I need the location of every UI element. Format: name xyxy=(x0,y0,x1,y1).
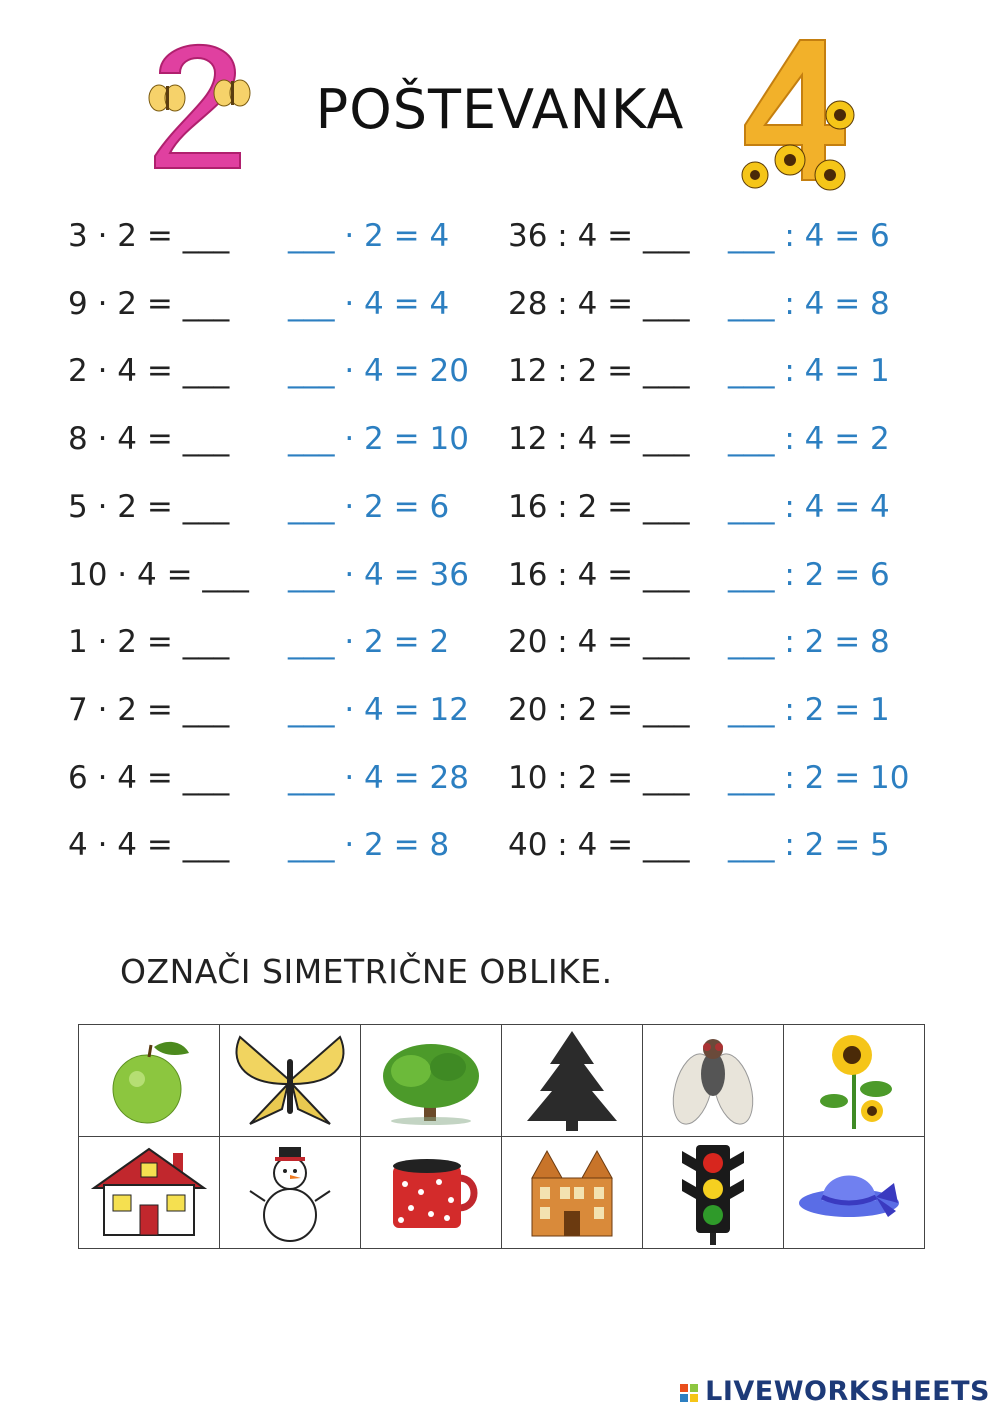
division-exercise[interactable]: 16 : 2 = ___ xyxy=(508,488,690,525)
missing-factor-exercise[interactable]: ___ · 4 = 20 xyxy=(288,353,469,390)
division-exercise[interactable]: 20 : 4 = ___ xyxy=(508,624,690,661)
division-exercise[interactable]: 40 : 4 = ___ xyxy=(508,827,690,864)
grid-cell-fir-tree[interactable] xyxy=(502,1025,643,1137)
division-exercise[interactable]: 12 : 2 = ___ xyxy=(508,353,690,390)
logo-squares-icon xyxy=(679,1383,701,1403)
multiplication-exercise[interactable]: 7 · 2 = ___ xyxy=(68,691,230,728)
division-exercise[interactable]: 16 : 4 = ___ xyxy=(508,556,690,593)
division-exercise[interactable]: 12 : 4 = ___ xyxy=(508,421,690,458)
multiplication-exercise[interactable]: 3 · 2 = ___ xyxy=(68,218,230,254)
multiplication-exercise[interactable]: 5 · 2 = ___ xyxy=(68,488,230,525)
orange-four-sunflowers-icon xyxy=(730,30,870,200)
brand-text: LIVEWORKSHEETS xyxy=(705,1376,990,1407)
fir-tree-silhouette-icon xyxy=(522,1029,622,1133)
missing-dividend-exercise[interactable]: ___ : 2 = 8 xyxy=(728,624,890,661)
missing-factor-exercise[interactable]: ___ · 2 = 2 xyxy=(288,624,450,661)
grid-cell-tree[interactable] xyxy=(361,1025,502,1137)
division-exercise[interactable]: 10 : 2 = ___ xyxy=(508,759,690,796)
missing-factor-exercise[interactable]: ___ · 2 = 4 xyxy=(288,218,450,254)
page-title: POŠTEVANKA xyxy=(315,78,685,141)
grid-cell-sunflower[interactable] xyxy=(784,1025,925,1137)
liveworksheets-logo xyxy=(679,1376,990,1407)
missing-dividend-exercise[interactable]: ___ : 4 = 8 xyxy=(728,285,890,322)
grid-cell-traffic-light[interactable] xyxy=(643,1137,784,1249)
traffic-light-icon xyxy=(678,1141,748,1245)
multiplication-exercise[interactable]: 1 · 2 = ___ xyxy=(68,624,230,661)
multiplication-exercise[interactable]: 8 · 4 = ___ xyxy=(68,421,230,458)
sunflower-icon xyxy=(804,1029,904,1133)
grid-cell-hat[interactable] xyxy=(784,1137,925,1249)
missing-factor-exercise[interactable]: ___ · 2 = 8 xyxy=(288,827,450,864)
division-exercise[interactable]: 36 : 4 = ___ xyxy=(508,218,690,254)
grid-cell-snowman[interactable] xyxy=(220,1137,361,1249)
missing-dividend-exercise[interactable]: ___ : 2 = 5 xyxy=(728,827,890,864)
division-exercise[interactable]: 28 : 4 = ___ xyxy=(508,285,690,322)
missing-dividend-exercise[interactable]: ___ : 4 = 2 xyxy=(728,421,890,458)
grid-cell-mug[interactable] xyxy=(361,1137,502,1249)
multiplication-exercise[interactable]: 9 · 2 = ___ xyxy=(68,285,230,322)
house-icon xyxy=(89,1143,209,1243)
missing-factor-exercise[interactable]: ___ · 4 = 4 xyxy=(288,285,450,322)
butterfly-icon xyxy=(230,1029,350,1133)
tree-icon xyxy=(376,1031,486,1131)
multiplication-exercise[interactable]: 2 · 4 = ___ xyxy=(68,353,230,390)
missing-dividend-exercise[interactable]: ___ : 4 = 1 xyxy=(728,353,890,390)
multiplication-exercise[interactable]: 4 · 4 = ___ xyxy=(68,827,230,864)
missing-dividend-exercise[interactable]: ___ : 4 = 6 xyxy=(728,218,890,254)
apple-icon xyxy=(99,1031,199,1131)
missing-factor-exercise[interactable]: ___ · 4 = 36 xyxy=(288,556,469,593)
snowman-icon xyxy=(245,1141,335,1245)
multiplication-exercise[interactable]: 10 · 4 = ___ xyxy=(68,556,249,593)
missing-dividend-exercise[interactable]: ___ : 2 = 10 xyxy=(728,759,910,796)
division-exercise[interactable]: 20 : 2 = ___ xyxy=(508,691,690,728)
missing-factor-exercise[interactable]: ___ · 2 = 10 xyxy=(288,421,469,458)
symmetry-instruction: OZNAČI SIMETRIČNE OBLIKE. xyxy=(120,952,613,991)
fly-icon xyxy=(663,1029,763,1133)
grid-cell-fly[interactable] xyxy=(643,1025,784,1137)
missing-dividend-exercise[interactable]: ___ : 2 = 6 xyxy=(728,556,890,593)
mug-icon xyxy=(381,1148,481,1238)
missing-factor-exercise[interactable]: ___ · 2 = 6 xyxy=(288,488,450,525)
missing-factor-exercise[interactable]: ___ · 4 = 28 xyxy=(288,759,469,796)
building-icon xyxy=(522,1143,622,1243)
multiplication-exercise[interactable]: 6 · 4 = ___ xyxy=(68,759,230,796)
missing-dividend-exercise[interactable]: ___ : 2 = 1 xyxy=(728,691,890,728)
grid-cell-building[interactable] xyxy=(502,1137,643,1249)
symmetry-grid xyxy=(78,1024,925,1249)
grid-cell-apple[interactable] xyxy=(79,1025,220,1137)
missing-factor-exercise[interactable]: ___ · 4 = 12 xyxy=(288,691,469,728)
grid-cell-house[interactable] xyxy=(79,1137,220,1249)
missing-dividend-exercise[interactable]: ___ : 4 = 4 xyxy=(728,488,890,525)
hat-icon xyxy=(794,1153,914,1233)
grid-cell-butterfly[interactable] xyxy=(220,1025,361,1137)
